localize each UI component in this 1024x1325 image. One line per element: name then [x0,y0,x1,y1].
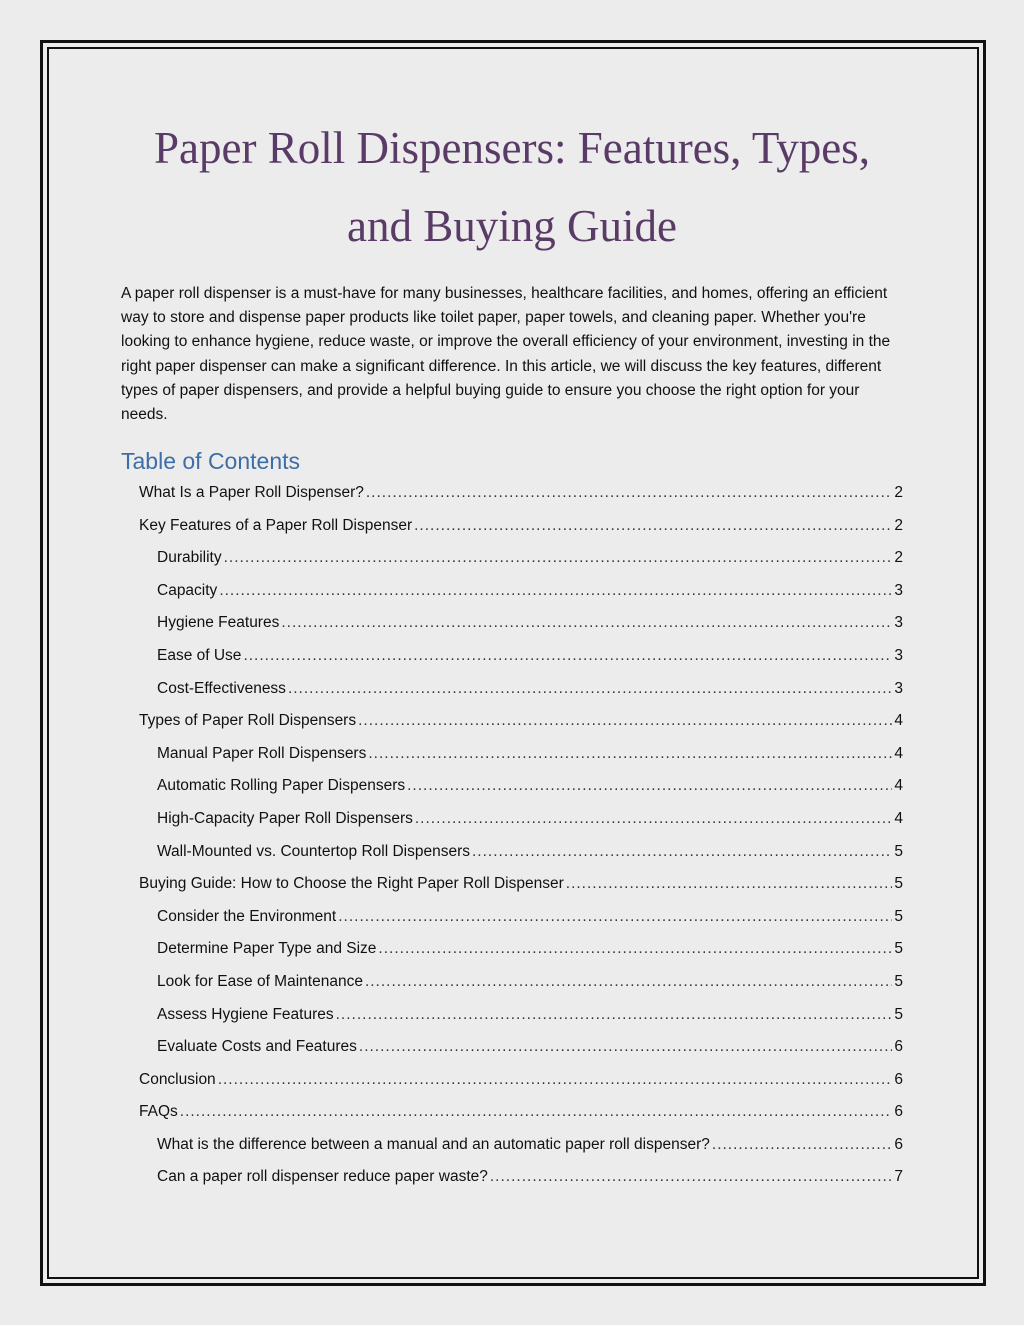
toc-dot-leader [414,510,892,543]
toc-entry-title[interactable]: Cost-Effectiveness [157,679,286,697]
toc-entry-title[interactable]: High-Capacity Paper Roll Dispensers [157,809,413,827]
toc-dot-leader [366,477,893,510]
toc-entry[interactable] [139,933,903,966]
toc-entry-title[interactable]: Automatic Rolling Paper Dispensers [157,777,406,795]
toc-entry-title[interactable]: Hygiene Features [157,614,280,632]
toc-page-number[interactable]: 3 [894,646,903,664]
toc-dot-leader [358,705,892,738]
toc-entry-title[interactable]: Durability [157,549,222,567]
toc-page-number[interactable]: 5 [894,1005,903,1023]
toc-entry[interactable] [139,510,903,543]
intro-paragraph: A paper roll dispenser is a must-have for many businesses, healthcare facilities, and homes, offering an efficient way to store and dispense paper products like toilet paper, paper towels, and cleaning paper. Whether you're looking to enhance hygiene, reduce waste, or improve the overall efficiency of your environment, investing in the right paper dispenser can make a significant difference. In this article, we will discuss the key features, different types of paper dispensers, and provide a helpful buying guide to ensure you choose the right option for your needs. [121,285,891,424]
toc-page-number[interactable]: 4 [894,809,903,827]
toc-entry[interactable] [139,477,903,510]
toc-entry[interactable] [139,836,903,869]
toc-entry[interactable] [139,1129,903,1162]
toc-dot-leader [415,803,893,836]
toc-entry[interactable] [139,1161,903,1194]
toc-dot-leader [281,607,892,640]
toc-entry-title[interactable]: Buying Guide: How to Choose the Right Paper Roll Dispenser [139,875,564,893]
toc-entry-title[interactable]: Determine Paper Type and Size [157,940,377,958]
toc-page-number[interactable]: 2 [894,516,903,534]
toc-entry[interactable] [139,738,903,771]
toc-entry[interactable] [139,901,903,934]
toc-dot-leader [288,673,892,706]
toc-page-number[interactable]: 7 [894,1168,903,1186]
toc-entry-title[interactable]: Wall-Mounted vs. Countertop Roll Dispensers [157,842,470,860]
toc-entry-title[interactable]: Conclusion [139,1070,216,1088]
toc-dot-leader [224,542,893,575]
document-title-line-1: Paper Roll Dispensers: Features, Types, [154,123,870,173]
toc-dot-leader [712,1129,892,1162]
toc-entry[interactable] [139,705,903,738]
toc-entry[interactable] [139,673,903,706]
toc-page-number[interactable]: 6 [894,1135,903,1153]
toc-dot-leader [180,1096,893,1129]
toc-page-number[interactable]: 2 [894,484,903,501]
toc-dot-leader [368,738,892,771]
toc-dot-leader [566,868,893,901]
toc-entry-title[interactable]: Look for Ease of Maintenance [157,972,363,990]
toc-entry[interactable] [139,640,903,673]
toc-entry[interactable] [139,966,903,999]
toc-dot-leader [490,1161,893,1194]
toc-dot-leader [219,575,892,608]
toc-entry-title[interactable]: Assess Hygiene Features [157,1005,334,1023]
table-of-contents [139,477,903,1194]
toc-entry-title[interactable]: Consider the Environment [157,907,337,925]
toc-entry[interactable] [139,999,903,1032]
toc-entry-title[interactable]: FAQs [139,1103,178,1121]
toc-entry[interactable] [139,868,903,901]
toc-page-number[interactable]: 2 [894,549,903,567]
toc-dot-leader [378,933,892,966]
toc-entry-title[interactable]: What is the difference between a manual and an automatic paper roll dispenser? [157,1135,710,1153]
toc-entry[interactable] [139,1031,903,1064]
toc-dot-leader [243,640,892,673]
toc-page-number[interactable]: 6 [894,1038,903,1056]
toc-entry[interactable] [139,542,903,575]
toc-dot-leader [472,836,892,869]
toc-entry[interactable] [139,575,903,608]
toc-dot-leader [336,999,893,1032]
toc-entry-title[interactable]: Ease of Use [157,646,242,664]
toc-page-number[interactable]: 5 [894,907,903,925]
toc-heading: Table of Contents [121,448,301,474]
toc-entry[interactable] [139,1096,903,1129]
toc-entry-title[interactable]: Capacity [157,581,218,599]
toc-entry[interactable] [139,770,903,803]
toc-page-number[interactable]: 5 [894,875,903,893]
toc-page-number[interactable]: 3 [894,614,903,632]
toc-page-number[interactable]: 5 [894,940,903,958]
toc-entry-title[interactable]: Evaluate Costs and Features [157,1038,357,1056]
toc-entry-title[interactable]: Can a paper roll dispenser reduce paper waste? [157,1168,488,1186]
toc-page-number[interactable]: 4 [894,744,903,762]
toc-page-number[interactable]: 5 [894,842,903,860]
toc-page-number[interactable]: 6 [894,1070,903,1088]
toc-page-number[interactable]: 3 [894,679,903,697]
toc-entry-title[interactable]: Key Features of a Paper Roll Dispenser [139,516,413,534]
toc-page-number[interactable]: 6 [894,1103,903,1121]
toc-page-number[interactable]: 3 [894,581,903,599]
toc-entry-title[interactable]: Types of Paper Roll Dispensers [139,712,357,730]
toc-entry-title[interactable]: Manual Paper Roll Dispensers [157,744,367,762]
toc-entry[interactable] [139,607,903,640]
toc-dot-leader [407,770,892,803]
toc-page-number[interactable]: 5 [894,972,903,990]
toc-entry[interactable] [139,1064,903,1097]
toc-entry-title[interactable]: What Is a Paper Roll Dispenser? [139,484,364,501]
toc-page-number[interactable]: 4 [894,777,903,795]
toc-dot-leader [365,966,892,999]
document-title-line-2: and Buying Guide [347,201,677,251]
toc-dot-leader [359,1031,892,1064]
toc-dot-leader [338,901,892,934]
toc-page-number[interactable]: 4 [894,712,903,730]
toc-dot-leader [218,1064,893,1097]
toc-entry[interactable] [139,803,903,836]
